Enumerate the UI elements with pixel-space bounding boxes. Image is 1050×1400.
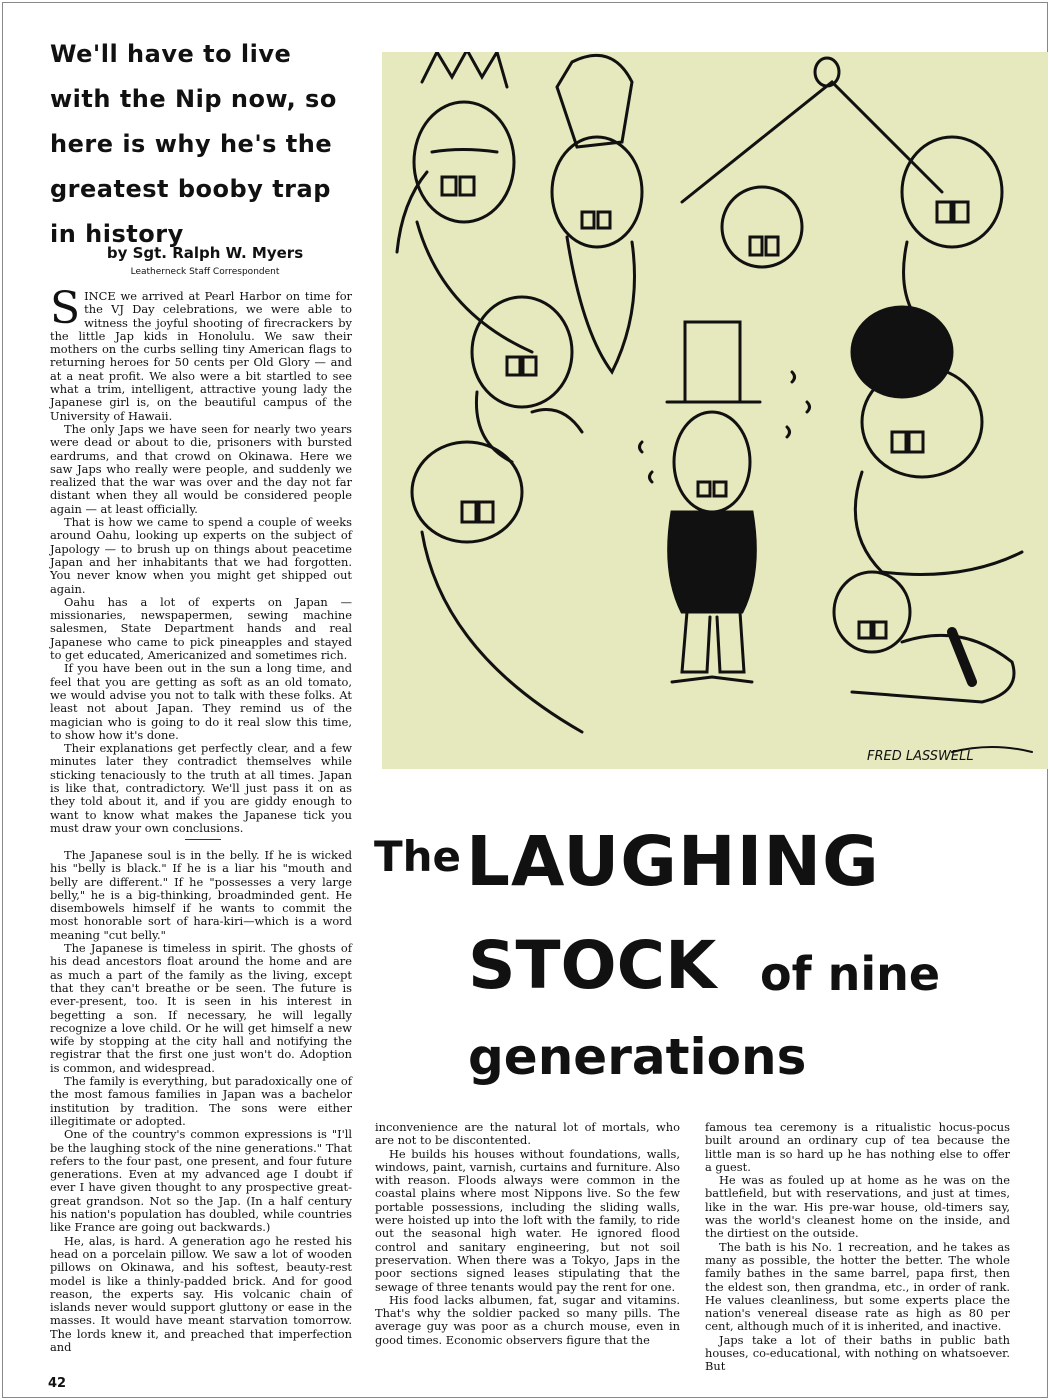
cartoon-drawing xyxy=(382,52,1048,769)
paragraph-text: INCE we arrived at Pearl Harbor on time for the VJ Day celebrations, we were able to witness the joyful shooting of firecrackers by the little Jap kids in Honolulu. We saw their mothers on the curbs selling tiny American flags to returning heroes for 50 cents per Old Glory — and at a neat profit. We also were a bit startled to see what a trim, intelligent, attractive young lady the Japanese girl is, on the beautiful campus of the University of Hawaii. xyxy=(50,289,352,423)
paragraph: That is how we came to spend a couple of weeks around Oahu, looking up experts on the subject of Japology — to brush up on things about peacetime Japan and her inhabitants that we had forgotten. You never know when you might get shipped out again. xyxy=(50,515,352,596)
byline: by Sgt. Ralph W. Myers xyxy=(106,244,304,262)
title-of-nine: of nine xyxy=(760,947,941,1001)
artist-signature: FRED LASSWELL xyxy=(867,749,974,764)
paragraph: The Japanese soul is in the belly. If he is wicked his "belly is black." If he is a liar his "mouth and belly are different." If he "possesses a very large belly," he is a big-thinking, broadminded gent. He disembowels himself if he wants to commit the most honorable sort of hara-kiri—which is a word meaning "cut belly." xyxy=(50,848,352,942)
paragraph xyxy=(50,283,352,423)
cartoon-illustration xyxy=(382,52,1048,769)
paragraph: The bath is his No. 1 recreation, and he takes as many as possible, the hotter the better. The whole family bathes in the same barrel, papa first, then the eldest son, then grandma, etc., in order of rank. He values cleanliness, but some experts place the nation's venereal disease rate as high as 80 per cent, although much of it is inherited, and inactive. xyxy=(705,1239,1010,1334)
paragraph: The Japanese is timeless in spirit. The ghosts of his dead ancestors float around the home and are as much a part of the family as the living, except that they can't breathe or be seen. The future is ever-present, too. It is seen in his interest in begetting a son. If necessary, he will legally recognize a love child. Or he will get himself a new wife by stopping at the city hall and notifying the registrar that the first one just won't do. Adoption is common, and widespread. xyxy=(50,941,352,1075)
title-the: The xyxy=(374,832,462,881)
drop-cap: S xyxy=(50,283,81,334)
paragraph: Japs take a lot of their baths in public bath houses, co-educational, with nothing on whatsoever. But xyxy=(705,1332,1010,1374)
article-column-1-top xyxy=(50,283,352,835)
paragraph: His food lacks albumen, fat, sugar and vitamins. That's why the soldier packed so many pills. The average guy was poor as a church mouse, even in good times. Economic observers figure that the xyxy=(375,1292,680,1347)
article-column-2 xyxy=(375,1121,680,1347)
paragraph: He was as fouled up at home as he was on the battlefield, but with reservations, and just at times, like in the war. His pre-war house, old-timers say, was the world's cleanest home on the inside, and the dirtiest on the outside. xyxy=(705,1173,1010,1241)
title-stock: STOCK xyxy=(468,927,717,1004)
title-laughing: LAUGHING xyxy=(466,822,880,902)
headline: We'll have to live with the Nip now, so here is why he's the greatest booby trap in history xyxy=(50,40,337,248)
byline-subtitle: Leatherneck Staff Correspondent xyxy=(130,267,280,277)
paragraph: inconvenience are the natural lot of mortals, who are not to be discontented. xyxy=(375,1120,680,1148)
article-column-1-bottom xyxy=(50,849,352,1354)
section-divider xyxy=(185,839,221,840)
paragraph: He, alas, is hard. A generation ago he rested his head on a porcelain pillow. We saw a lot of wooden pillows on Okinawa, and his softest, beauty-rest model is like a thinly-padded brick. And for good reason, the experts say. His volcanic chain of islands never would support gluttony or ease in the masses. It would have meant starvation tomorrow. The lords knew it, and preached that imperfection and xyxy=(50,1233,352,1354)
article-column-3 xyxy=(705,1121,1010,1374)
paragraph: One of the country's common expressions is "I'll be the laughing stock of the nine generations." That refers to the four past, one present, and four future generations. Even at my advanced age I doubt if ever I have given thought to any prospective great-great grandson. Not so the Jap. (In a half century his nation's population has doubled, while countries like France are going out backwards.) xyxy=(50,1127,352,1235)
title-generations: generations xyxy=(468,1028,807,1086)
paragraph: He builds his houses without foundations, walls, windows, paint, varnish, curtains and furniture. Also with reason. Floods always were common in the coastal plains where most Nippons live. So the few portable possessions, including the sliding walls, were hoisted up into the loft with the family, to ride out the seasonal high water. He ignored flood control and sanitary engineering, but not soil preservation. When there was a Tokyo, Japs in the poor sections signed leases stipulating that the sewage of three tenants would pay the rent for one. xyxy=(375,1146,680,1294)
paragraph: The only Japs we have seen for nearly two years were dead or about to die, prisoners with bursted eardrums, and that crowd on Okinawa. Here we saw Japs who really were people, and suddenly we realized that the war was over and the day not far distant when they all would be considered people again — at least officially. xyxy=(50,421,352,516)
paragraph: famous tea ceremony is a ritualistic hocus-pocus built around an ordinary cup of tea because the little man is so hard up he has nothing else to offer a guest. xyxy=(705,1120,1010,1174)
paragraph: Their explanations get perfectly clear, and a few minutes later they contradict themselves while sticking tenaciously to the truth at all times. Japan is like that, contradictory. We'll just pass it on as they told about it, and if you are giddy enough to want to know what makes the Japanese tick you must draw your own conclusions. xyxy=(50,741,352,835)
paragraph: Oahu has a lot of experts on Japan — missionaries, newspapermen, sewing machine salesmen, State Department hands and real Japanese who came to pick pineapples and stayed to get educated, Americanized and sometimes rich. xyxy=(50,594,352,663)
paragraph: If you have been out in the sun a long time, and feel that you are getting as soft as an old tomato, we would advise you not to talk with these folks. At least not about Japan. They remind us of the magician who is going to do it real slow this time, to show how it's done. xyxy=(50,661,352,742)
paragraph: The family is everything, but paradoxically one of the most famous families in Japan was a bachelor institution by tradition. The sons were either illegitimate or adopted. xyxy=(50,1074,352,1128)
page-number: 42 xyxy=(48,1376,67,1391)
